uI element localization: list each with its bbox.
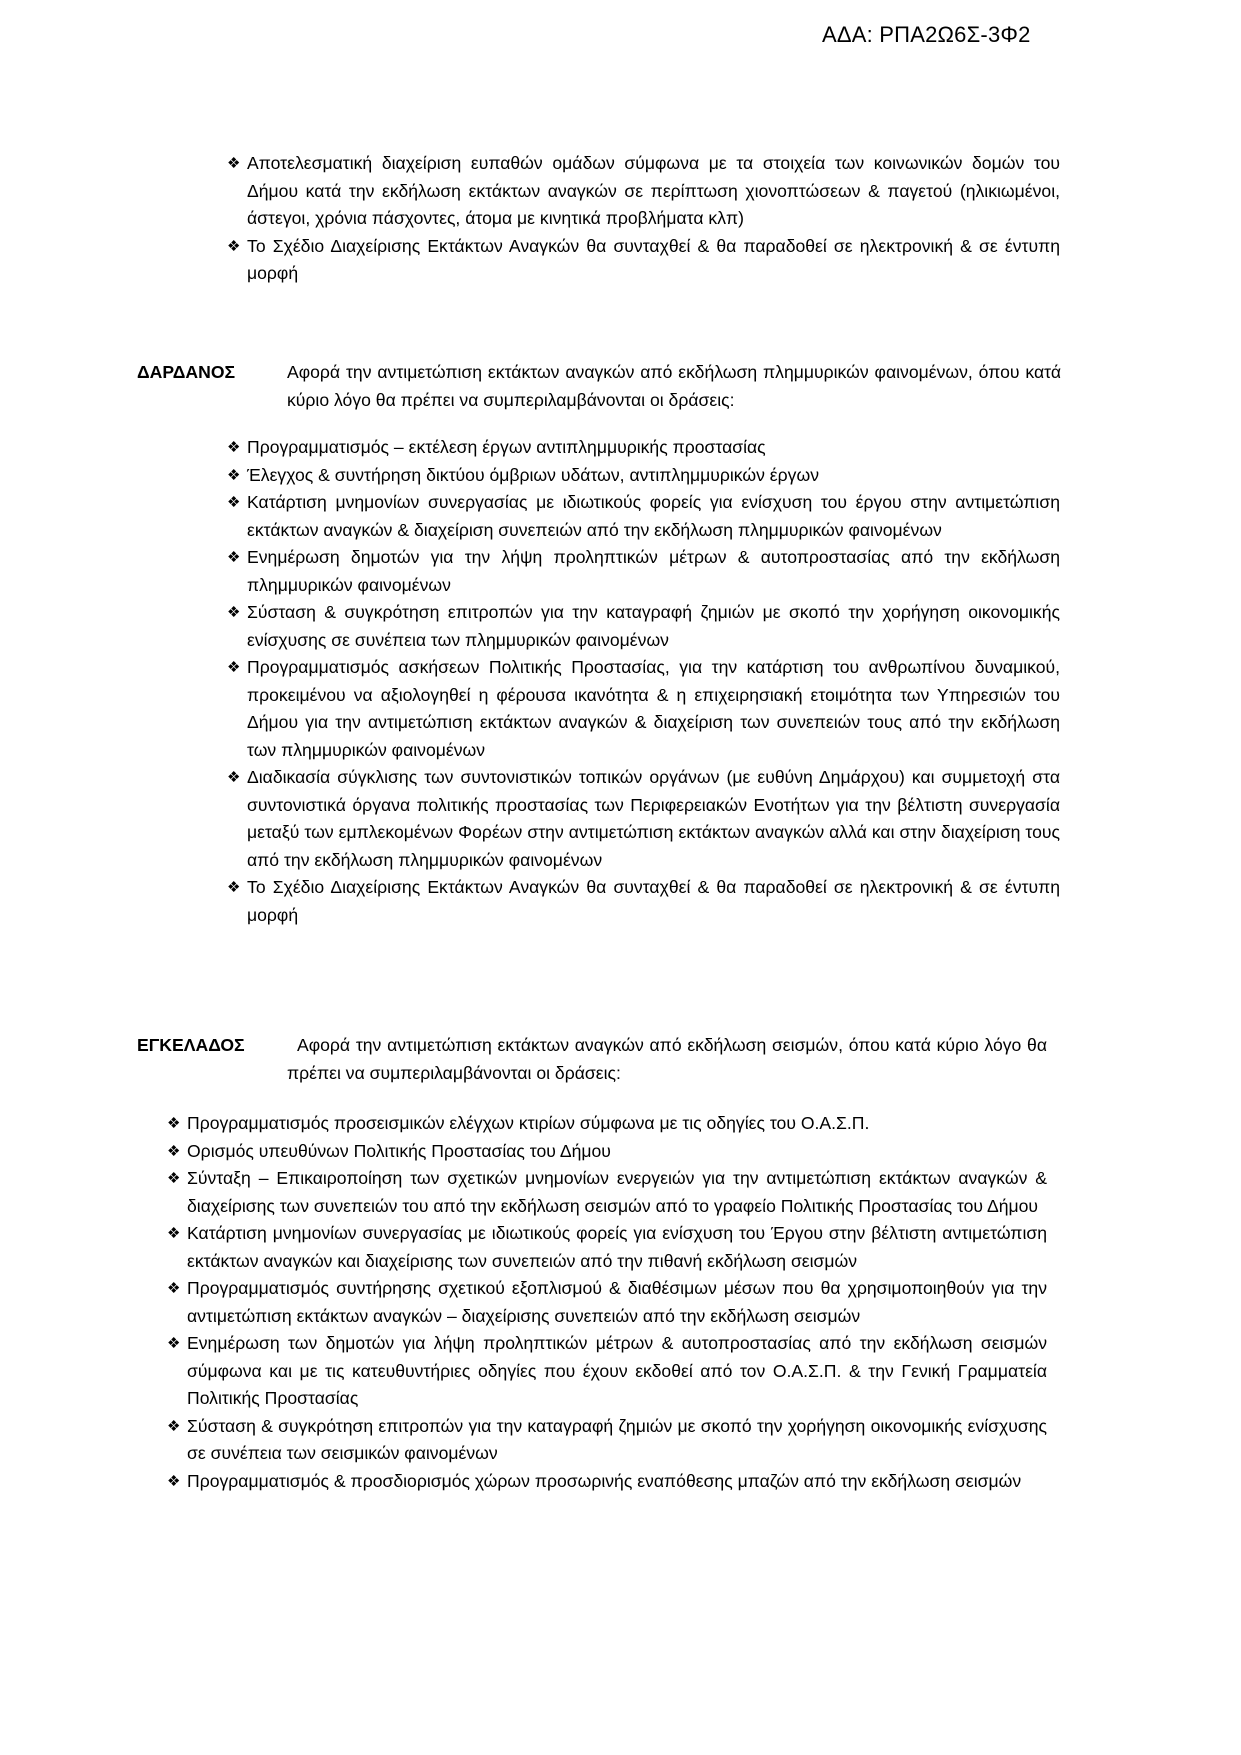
intro-action-list	[227, 150, 1060, 288]
section-title: ΔΑΡΔΑΝΟΣ	[137, 362, 236, 382]
diamond-bullet-icon: ❖	[227, 769, 241, 786]
list-item-text: Διαδικασία σύγκλισης των συντονιστικών τοπικών οργάνων (με ευθύνη Δημάρχου) και συμμετοχή στα συντονιστικά όργανα πολιτικής προστασίας των Περιφερειακών Ενοτήτων για την βέλτιστη συνεργασία μεταξύ των εμπλεκομένων Φορέων στην αντιμετώπιση εκτάκτων αναγκών αλλά και στην διαχείριση τους από την εκδήλωση πλημμυρικών φαινομένων	[247, 767, 1060, 870]
list-item-text: Ορισμός υπευθύνων Πολιτικής Προστασίας του Δήμου	[187, 1140, 611, 1161]
ada-code: ΑΔΑ: ΡΠΑ2Ω6Σ-3Φ2	[822, 22, 1031, 47]
list-item-text: Προγραμματισμός συντήρησης σχετικού εξοπλισμού & διαθέσιμων μέσων που θα χρησιμοποιηθούν για την αντιμετώπιση εκτάκτων αναγκών – διαχείρισης συνεπειών από την εκδήλωση σεισμών	[187, 1278, 1047, 1326]
diamond-bullet-icon: ❖	[167, 1142, 181, 1160]
list-item-text: Σύσταση & συγκρότηση επιτροπών για την καταγραφή ζημιών με σκοπό την χορήγηση οικονομικής ενίσχυσης σε συνέπεια των πλημμυρικών φαινομένων	[247, 602, 1060, 650]
list-item	[227, 434, 1060, 462]
diamond-bullet-icon: ❖	[167, 1170, 181, 1187]
list-item	[227, 764, 1060, 874]
list-item	[167, 1275, 1047, 1330]
list-item	[227, 654, 1060, 764]
list-item	[227, 599, 1060, 654]
diamond-bullet-icon: ❖	[227, 466, 241, 484]
list-item-text: Προγραμματισμός & προσδιορισμός χώρων προσωρινής εναπόθεσης μπαζών από την εκδήλωση σεισμών	[187, 1470, 1022, 1491]
list-item	[227, 462, 1060, 490]
diamond-bullet-icon: ❖	[227, 879, 241, 896]
list-item	[227, 150, 1060, 233]
diamond-bullet-icon: ❖	[227, 155, 241, 172]
list-item-text: Προγραμματισμός ασκήσεων Πολιτικής Προστασίας, για την κατάρτιση του ανθρωπίνου δυναμικού, προκειμένου να αξιολογηθεί η φέρουσα ικανότητα & η επιχειρησιακή ετοιμότητα των Υπηρεσιών του Δήμου για την αντιμετώπιση εκτάκτων αναγκών & διαχείριση των συνεπειών τους από την εκδήλωση των πλημμυρικών φαινομένων	[247, 657, 1060, 760]
list-item-text: Κατάρτιση μνημονίων συνεργασίας με ιδιωτικούς φορείς για ενίσχυση του Έργου στην βέλτιστη αντιμετώπιση εκτάκτων αναγκών και διαχείρισης των συνεπειών από την πιθανή εκδήλωση σεισμών	[187, 1223, 1047, 1271]
list-item	[167, 1330, 1047, 1413]
list-item-text: Κατάρτιση μνημονίων συνεργασίας με ιδιωτικούς φορείς για ενίσχυση του έργου στην αντιμετώπιση εκτάκτων αναγκών & διαχείριση συνεπειών από την εκδήλωση πλημμυρικών φαινομένων	[247, 492, 1060, 540]
list-item	[227, 544, 1060, 599]
diamond-bullet-icon: ❖	[227, 237, 241, 255]
diamond-bullet-icon: ❖	[167, 1417, 181, 1435]
list-item-text: Σύσταση & συγκρότηση επιτροπών για την καταγραφή ζημιών με σκοπό την χορήγηση οικονομικής ενίσχυσης σε συνέπεια των σεισμικών φαινομένων	[187, 1415, 1047, 1463]
list-item-text: Το Σχέδιο Διαχείρισης Εκτάκτων Αναγκών θα συνταχθεί & θα παραδοθεί σε ηλεκτρονική & σε έντυπη μορφή	[247, 877, 1060, 925]
diamond-bullet-icon: ❖	[227, 494, 241, 511]
list-item-text: Σύνταξη – Επικαιροποίηση των σχετικών μνημονίων ενεργειών για την αντιμετώπιση εκτάκτων αναγκών & διαχείρισης των συνεπειών του από την εκδήλωση σεισμών από το γραφείο Πολιτικής Προστασίας του Δήμου	[187, 1168, 1047, 1216]
list-item-text: Αποτελεσματική διαχείριση ευπαθών ομάδων σύμφωνα με τα στοιχεία των κοινωνικών δομών του Δήμου κατά την εκδήλωση εκτάκτων αναγκών σε περίπτωση χιονοπτώσεων & παγετού (ηλικιωμένοι, άστεγοι, χρόνια πάσχοντες, άτομα με κινητικά προβλήματα κλπ)	[247, 153, 1060, 228]
list-item-text: Προγραμματισμός προσεισμικών ελέγχων κτιρίων σύμφωνα με τις οδηγίες του Ο.Α.Σ.Π.	[187, 1113, 870, 1133]
dardanos-action-list	[227, 434, 1060, 929]
list-item	[227, 489, 1060, 544]
list-item-text: Ενημέρωση των δημοτών για λήψη προληπτικών μέτρων & αυτοπροστασίας από την εκδήλωση σεισμών σύμφωνα και με τις κατευθυντήριες οδηγίες που έχουν εκδοθεί από τον Ο.Α.Σ.Π. & την Γενική Γραμματεία Πολιτικής Προστασίας	[187, 1333, 1047, 1408]
egkelados-action-list	[167, 1110, 1047, 1495]
list-item	[167, 1220, 1047, 1275]
diamond-bullet-icon: ❖	[227, 659, 241, 676]
diamond-bullet-icon: ❖	[227, 439, 241, 456]
list-item-text: Έλεγχος & συντήρηση δικτύου όμβριων υδάτων, αντιπλημμυρικών έργων	[247, 464, 819, 485]
list-item	[167, 1468, 1047, 1496]
list-item-text: Το Σχέδιο Διαχείρισης Εκτάκτων Αναγκών θα συνταχθεί & θα παραδοθεί σε ηλεκτρονική & σε έντυπη μορφή	[247, 235, 1060, 283]
list-item	[167, 1110, 1047, 1138]
list-item-text: Ενημέρωση δημοτών για την λήψη προληπτικών μέτρων & αυτοπροστασίας από την εκδήλωση πλημμυρικών φαινομένων	[247, 547, 1060, 595]
diamond-bullet-icon: ❖	[167, 1225, 181, 1242]
section-description: Αφορά την αντιμετώπιση εκτάκτων αναγκών από εκδήλωση σεισμών, όπου κατά κύριο λόγο θα πρέπει να συμπεριλαμβάνονται οι δράσεις:	[287, 1035, 1047, 1083]
list-item	[227, 874, 1060, 929]
diamond-bullet-icon: ❖	[167, 1472, 181, 1490]
diamond-bullet-icon: ❖	[167, 1335, 181, 1352]
diamond-bullet-icon: ❖	[167, 1280, 181, 1297]
list-item	[167, 1138, 1047, 1166]
list-item	[227, 233, 1060, 288]
list-item	[167, 1165, 1047, 1220]
list-item	[167, 1413, 1047, 1468]
diamond-bullet-icon: ❖	[227, 549, 241, 566]
diamond-bullet-icon: ❖	[167, 1115, 181, 1132]
section-description: Αφορά την αντιμετώπιση εκτάκτων αναγκών από εκδήλωση πλημμυρικών φαινομένων, όπου κατά κύριο λόγο θα πρέπει να συμπεριλαμβάνονται οι δράσεις:	[287, 362, 1061, 410]
section-title: ΕΓΚΕΛΑΔΟΣ	[137, 1035, 245, 1055]
list-item-text: Προγραμματισμός – εκτέλεση έργων αντιπλημμυρικής προστασίας	[247, 437, 766, 457]
diamond-bullet-icon: ❖	[227, 604, 241, 621]
